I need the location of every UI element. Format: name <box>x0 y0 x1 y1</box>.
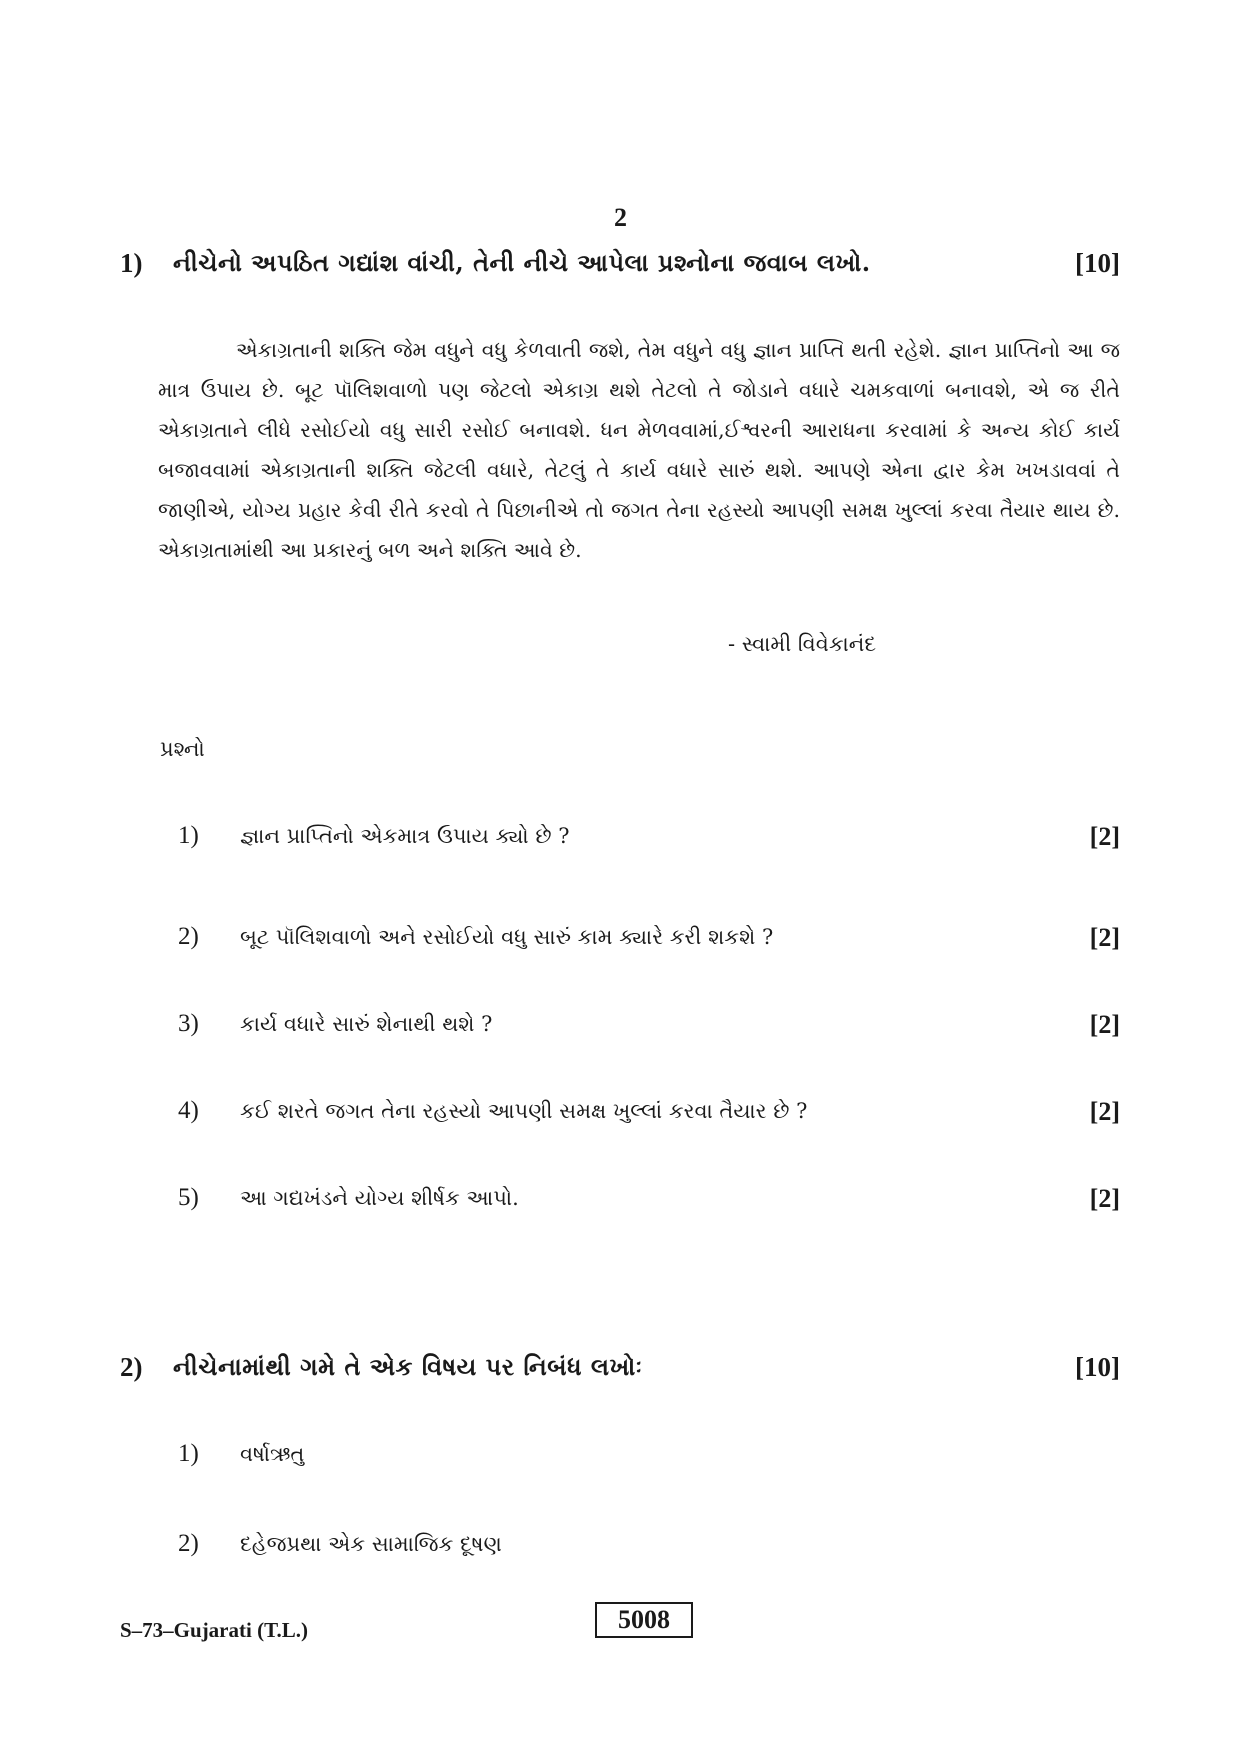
sub-question-text: કાર્ય વધારે સારું શેનાથી થશે ? <box>240 1012 493 1036</box>
unseen-passage: એકાગ્રતાની શક્તિ જેમ વધુને વધુ કેળવાતી જશે, તેમ વધુને વધુ જ્ઞાન પ્રાપ્તિ થતી રહેશે. જ્ઞાન પ્રાપ્તિનો આ જ માત્ર ઉપાય છે. બૂટ પૉલિશવાળો પણ જેટલો એકાગ્ર થશે તેટલો તે જોડાને વધારે ચમકવાળાં બનાવશે, એ જ રીતે એકાગ્રતાને લીધે રસોઈયો વધુ સારી રસોઈ બનાવશે. ધન મેળવવામાં,ઈશ્વરની આરાધના કરવામાં કે અન્ય કોઈ કાર્ય બજાવવામાં એકાગ્રતાની શક્તિ જેટલી વધારે, તેટલું તે કાર્ય વધારે સારું થશે. આપણે એના દ્વાર કેમ ખખડાવવાં તે જાણીએ, યોગ્ય પ્રહાર કેવી રીતે કરવો તે પિછાનીએ તો જગત તેના રહસ્યો આપણી સમક્ષ ખુલ્લાં કરવા તૈયાર થાય છે. એકાગ્રતામાંથી આ પ્રકારનું બળ અને શક્તિ આવે છે. <box>158 338 1120 562</box>
sub-question-number: 5) <box>178 1184 199 1211</box>
sub-question-text: જ્ઞાન પ્રાપ્તિનો એકમાત્ર ઉપાય ક્યો છે ? <box>240 824 570 848</box>
paper-code: S–73–Gujarati (T.L.) <box>120 1618 309 1642</box>
question-1-instruction: નીચેનો અપઠિત ગદ્યાંશ વાંચી, તેની નીચે આપેલા પ્રશ્નોના જવાબ લખો. <box>173 248 871 277</box>
sub-question-marks: [2] <box>1089 923 1120 952</box>
sub-question-marks: [2] <box>1089 1097 1120 1126</box>
question-2-number: 2) <box>120 1352 143 1382</box>
paper-number-box: 5008 <box>595 1602 693 1638</box>
sub-question-marks: [2] <box>1089 822 1120 851</box>
sub-question-text: આ ગદ્યખંડને યોગ્ય શીર્ષક આપો. <box>240 1186 519 1210</box>
sub-question-text: કઈ શરતે જગત તેના રહસ્યો આપણી સમક્ષ ખુલ્લાં કરવા તૈયાર છે ? <box>240 1099 808 1123</box>
page-number: 2 <box>614 203 627 232</box>
sub-question-marks: [2] <box>1089 1010 1120 1039</box>
essay-topic-text: દહેજપ્રથા એક સામાજિક દૂષણ <box>240 1532 502 1556</box>
sub-question-number: 2) <box>178 923 199 950</box>
questions-label: પ્રશ્નો <box>160 737 205 761</box>
sub-question-number: 4) <box>178 1097 199 1124</box>
question-2-marks: [10] <box>1075 1352 1120 1382</box>
question-1-marks: [10] <box>1075 248 1120 278</box>
sub-question-number: 3) <box>178 1010 199 1037</box>
question-2-instruction: નીચેનામાંથી ગમે તે એક વિષય પર નિબંધ લખોઃ <box>173 1352 643 1381</box>
passage-author: - સ્વામી વિવેકાનંદ <box>728 632 877 656</box>
essay-topic-number: 2) <box>178 1530 199 1557</box>
sub-question-number: 1) <box>178 822 199 849</box>
sub-question-text: બૂટ પૉલિશવાળો અને રસોઈયો વધુ સારું કામ ક્યારે કરી શકશે ? <box>240 925 774 949</box>
sub-question-marks: [2] <box>1089 1184 1120 1213</box>
essay-topic-text: વર્ષાઋતુ <box>240 1442 305 1466</box>
question-1-number: 1) <box>120 248 143 278</box>
essay-topic-number: 1) <box>178 1440 199 1467</box>
